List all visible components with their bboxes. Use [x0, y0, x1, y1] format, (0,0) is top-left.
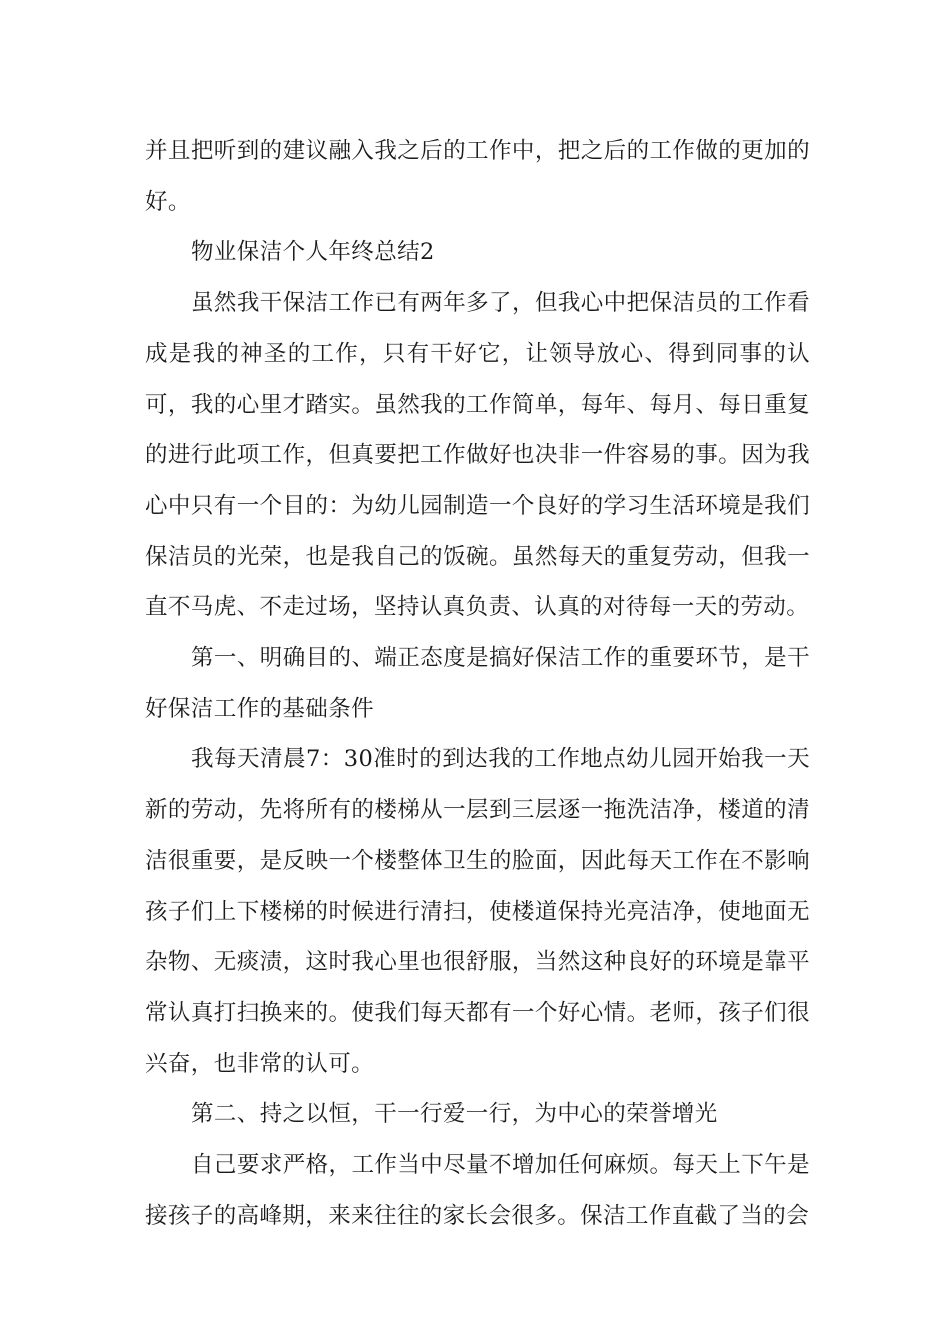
paragraph: 我每天清晨7：30准时的到达我的工作地点幼儿园开始我一天新的劳动，先将所有的楼梯从一层到三层逐一拖洗洁净，楼道的清洁很重要，是反映一个楼整体卫生的脸面，因此每天工作在不影响孩子们上下楼梯的时候进行清扫，使楼道保持光亮洁净，使地面无杂物、无痰渍，这时我心里也很舒服，当然这种良好的环境是靠平常认真打扫换来的。使我们每天都有一个好心情。老师，孩子们很兴奋，也非常的认可。	[145, 746, 810, 1077]
section-heading: 物业保洁个人年终总结2	[191, 239, 435, 266]
paragraph: 虽然我干保洁工作已有两年多了，但我心中把保洁员的工作看成是我的神圣的工作，只有干好它，让领导放心、得到同事的认可，我的心里才踏实。虽然我的工作简单，每年、每月、每日重复的进行此项工作，但真要把工作做好也决非一件容易的事。因为我心中只有一个目的：为幼儿园制造一个良好的学习生活环境是我们保洁员的光荣，也是我自己的饭碗。虽然每天的重复劳动，但我一直不马虎、不走过场，坚持认真负责、认真的对待每一天的劳动。	[145, 290, 810, 621]
point-heading-second: 第二、持之以恒，干一行爱一行，为中心的荣誉增光	[191, 1101, 718, 1128]
document-body	[145, 126, 810, 1241]
paragraph: 自己要求严格，工作当中尽量不增加任何麻烦。每天上下午是接孩子的高峰期，来来往往的家长会很多。保洁工作直截了当的会	[145, 1152, 810, 1229]
paragraph-continuation: 并且把听到的建议融入我之后的工作中，把之后的工作做的更加的好。	[145, 138, 810, 215]
point-heading-first: 第一、明确目的、端正态度是搞好保洁工作的重要环节，是干好保洁工作的基础条件	[145, 645, 810, 722]
